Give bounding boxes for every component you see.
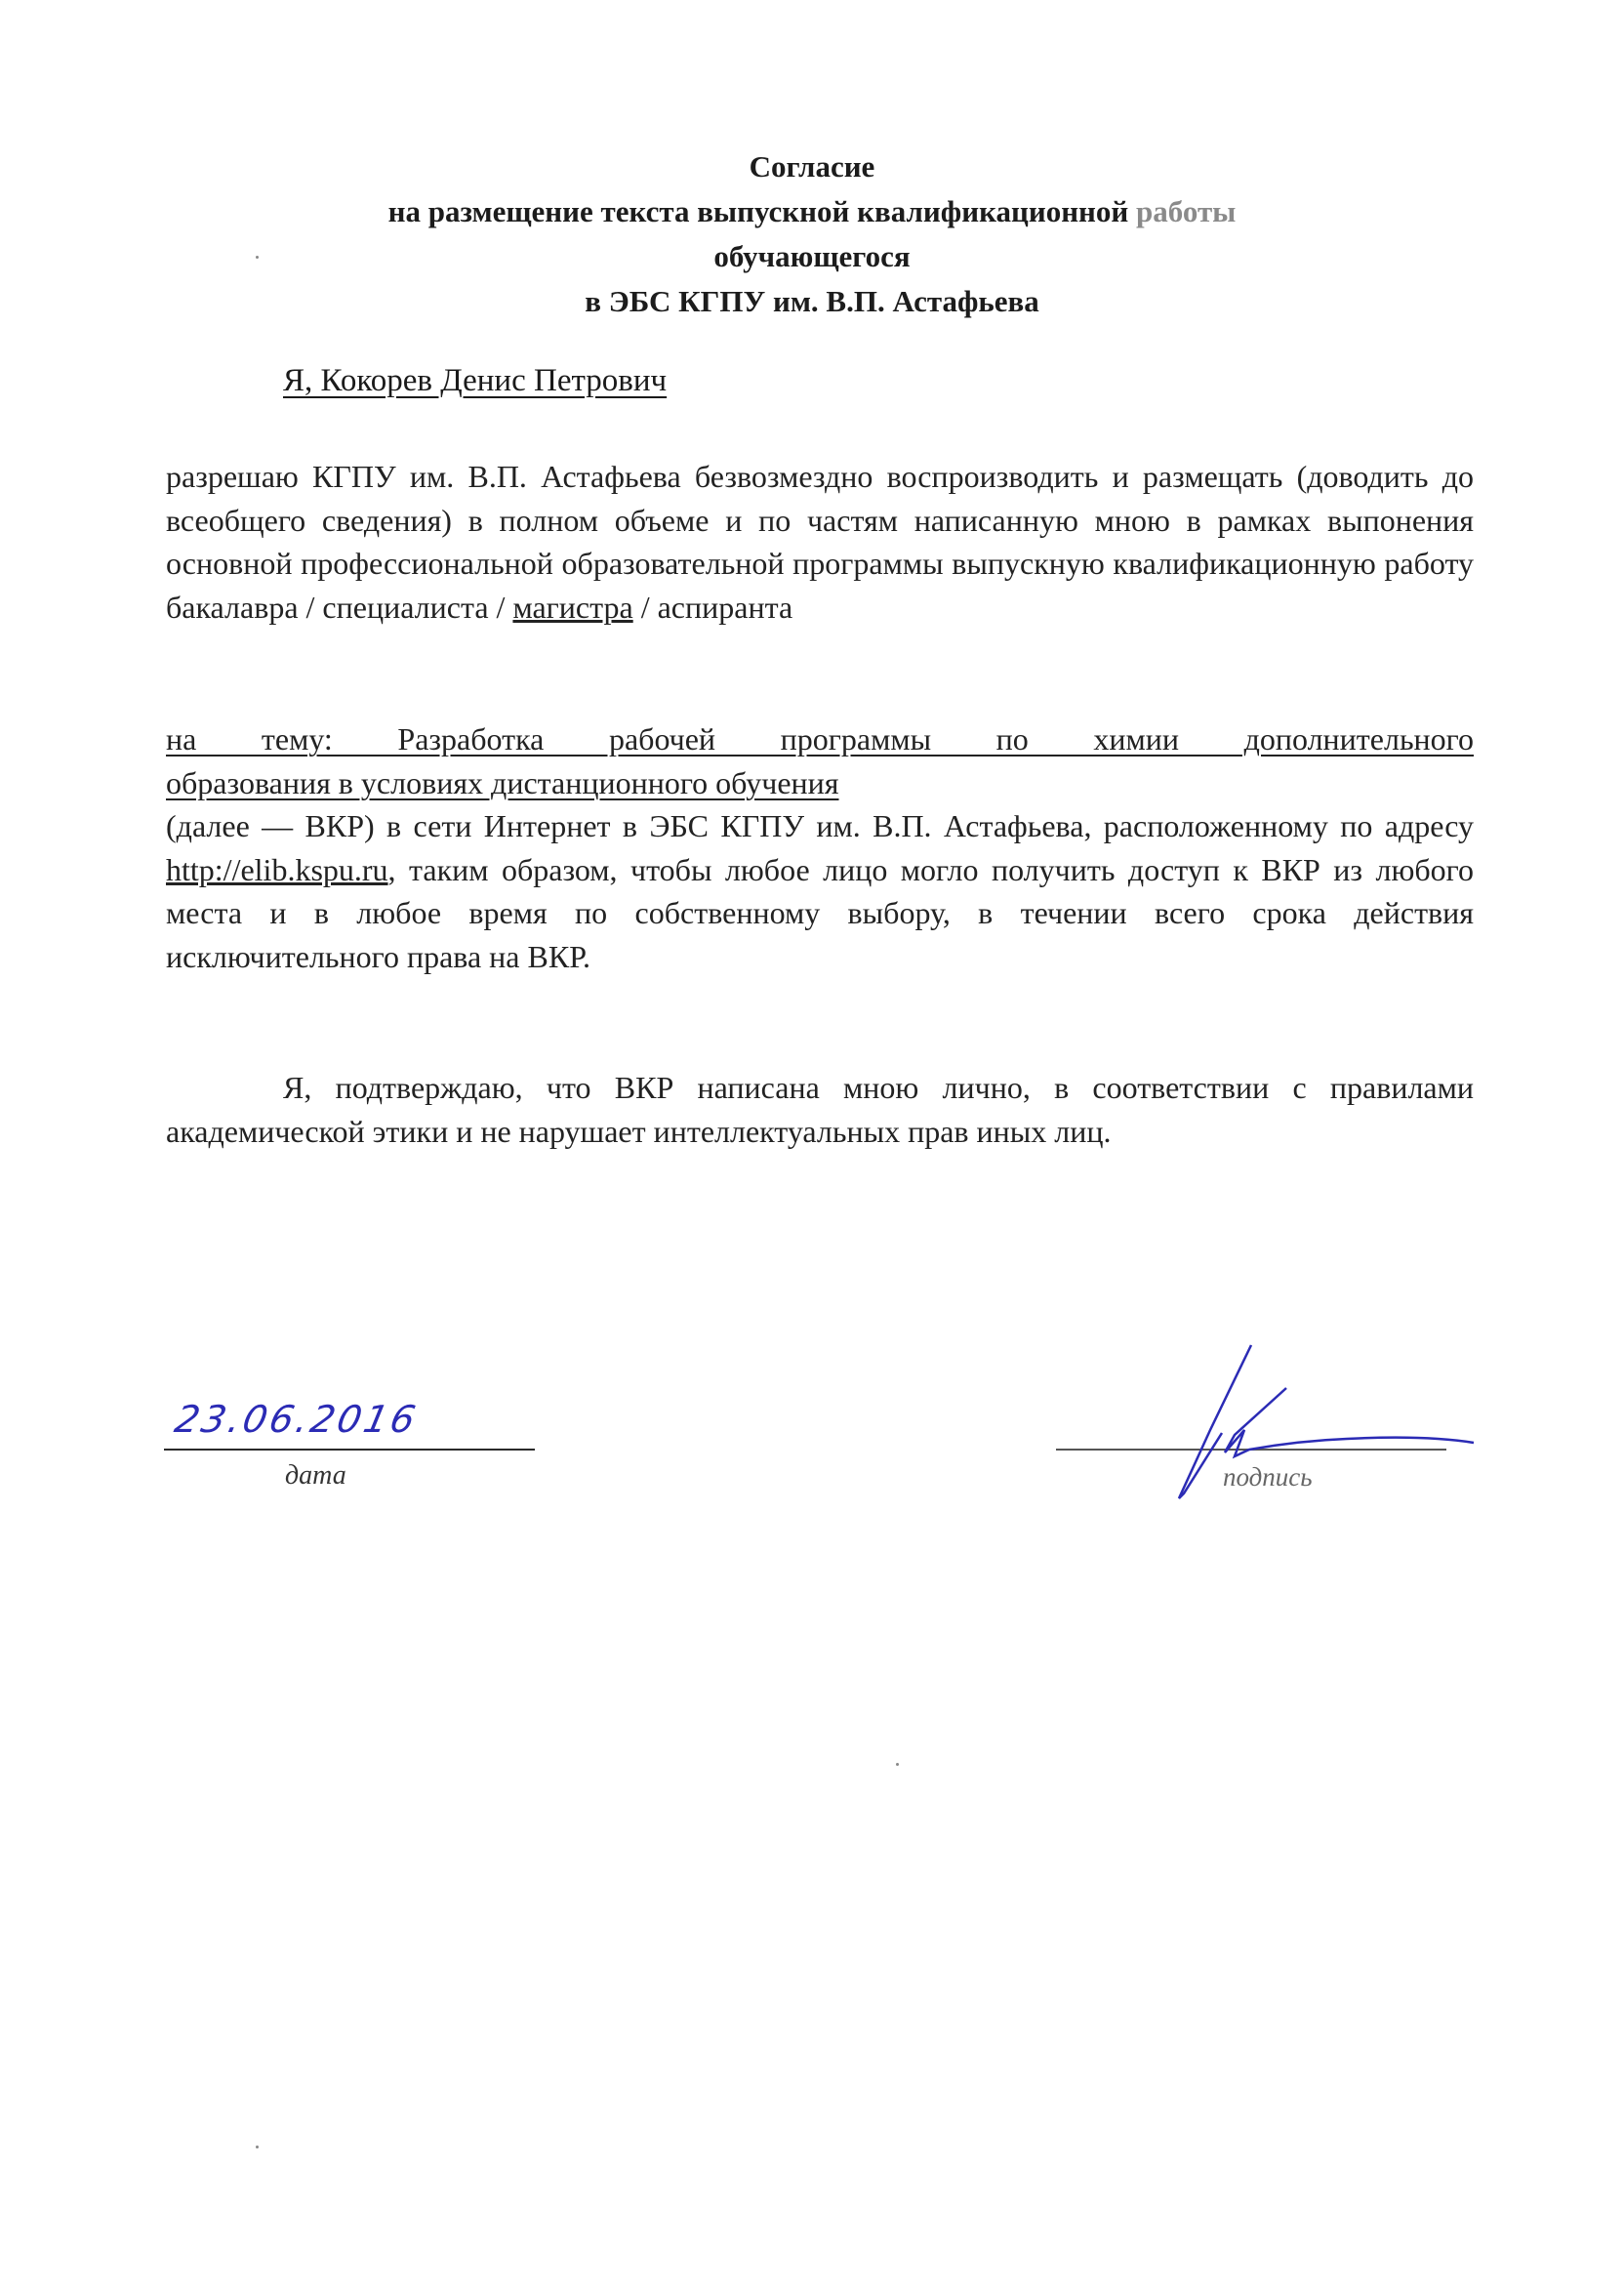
date-handwritten: 23.06.2016 (171, 1398, 423, 1441)
confirmation-paragraph: Я, подтверждаю, что ВКР написана мною лично, в соответствии с правилами академической этики и не нарушает интеллектуальных прав иных лиц. (166, 1070, 1474, 1149)
signature-mark (1152, 1337, 1503, 1513)
title-line-1: Согласие (749, 149, 875, 184)
title-line-3: обучающегося (713, 239, 911, 273)
scan-speck (256, 2146, 259, 2148)
selected-degree: магистра (512, 589, 633, 625)
signature-label: подпись (1223, 1462, 1313, 1492)
publication-text-after-link: , таким образом, чтобы любое лицо могло получить доступ к ВКР из любого места и в любое время по собственному выбору, в течении всего срока действия исключительного права на ВКР. (166, 851, 1474, 974)
date-line (164, 1449, 535, 1451)
title-line-4: в ЭБС КГПУ им. В.П. Астафьева (585, 284, 1039, 318)
declarant-name: Я, Кокорев Денис Петрович (283, 363, 668, 398)
topic-line-1: на тему: Разработка рабочей программы по химии дополнительного (166, 721, 1474, 757)
date-label: дата (285, 1460, 346, 1491)
document-title (0, 144, 1624, 324)
title-line-2-main: на размещение текста выпускной квалификационной (387, 194, 1137, 228)
scan-speck (896, 1763, 899, 1766)
thesis-topic (166, 717, 1493, 804)
permission-text: разрешаю КГПУ им. В.П. Астафьева безвозмездно воспроизводить и размещать (доводить до всеобщего сведения) в полном объеме и по частям написанную мною в рамках выпонения основной профессиональной образовательной программы выпускную квалификационную работу бакалавра / специалиста / (166, 459, 1474, 625)
publication-paragraph (166, 804, 1474, 978)
permission-paragraph (166, 455, 1474, 629)
permission-tail: / аспиранта (632, 589, 793, 625)
scan-speck (256, 256, 259, 259)
elib-link[interactable]: http://elib.kspu.ru (166, 851, 388, 887)
title-line-2-faded: работы (1136, 194, 1237, 228)
topic-line-2: образования в условиях дистанционного обучения (166, 764, 839, 800)
title-line-2 (0, 189, 1624, 234)
publication-text-before-link: (далее — ВКР) в сети Интернет в ЭБС КГПУ им. В.П. Астафьева, расположенному по адресу (166, 808, 1474, 843)
signature-stroke-2 (1225, 1388, 1474, 1456)
